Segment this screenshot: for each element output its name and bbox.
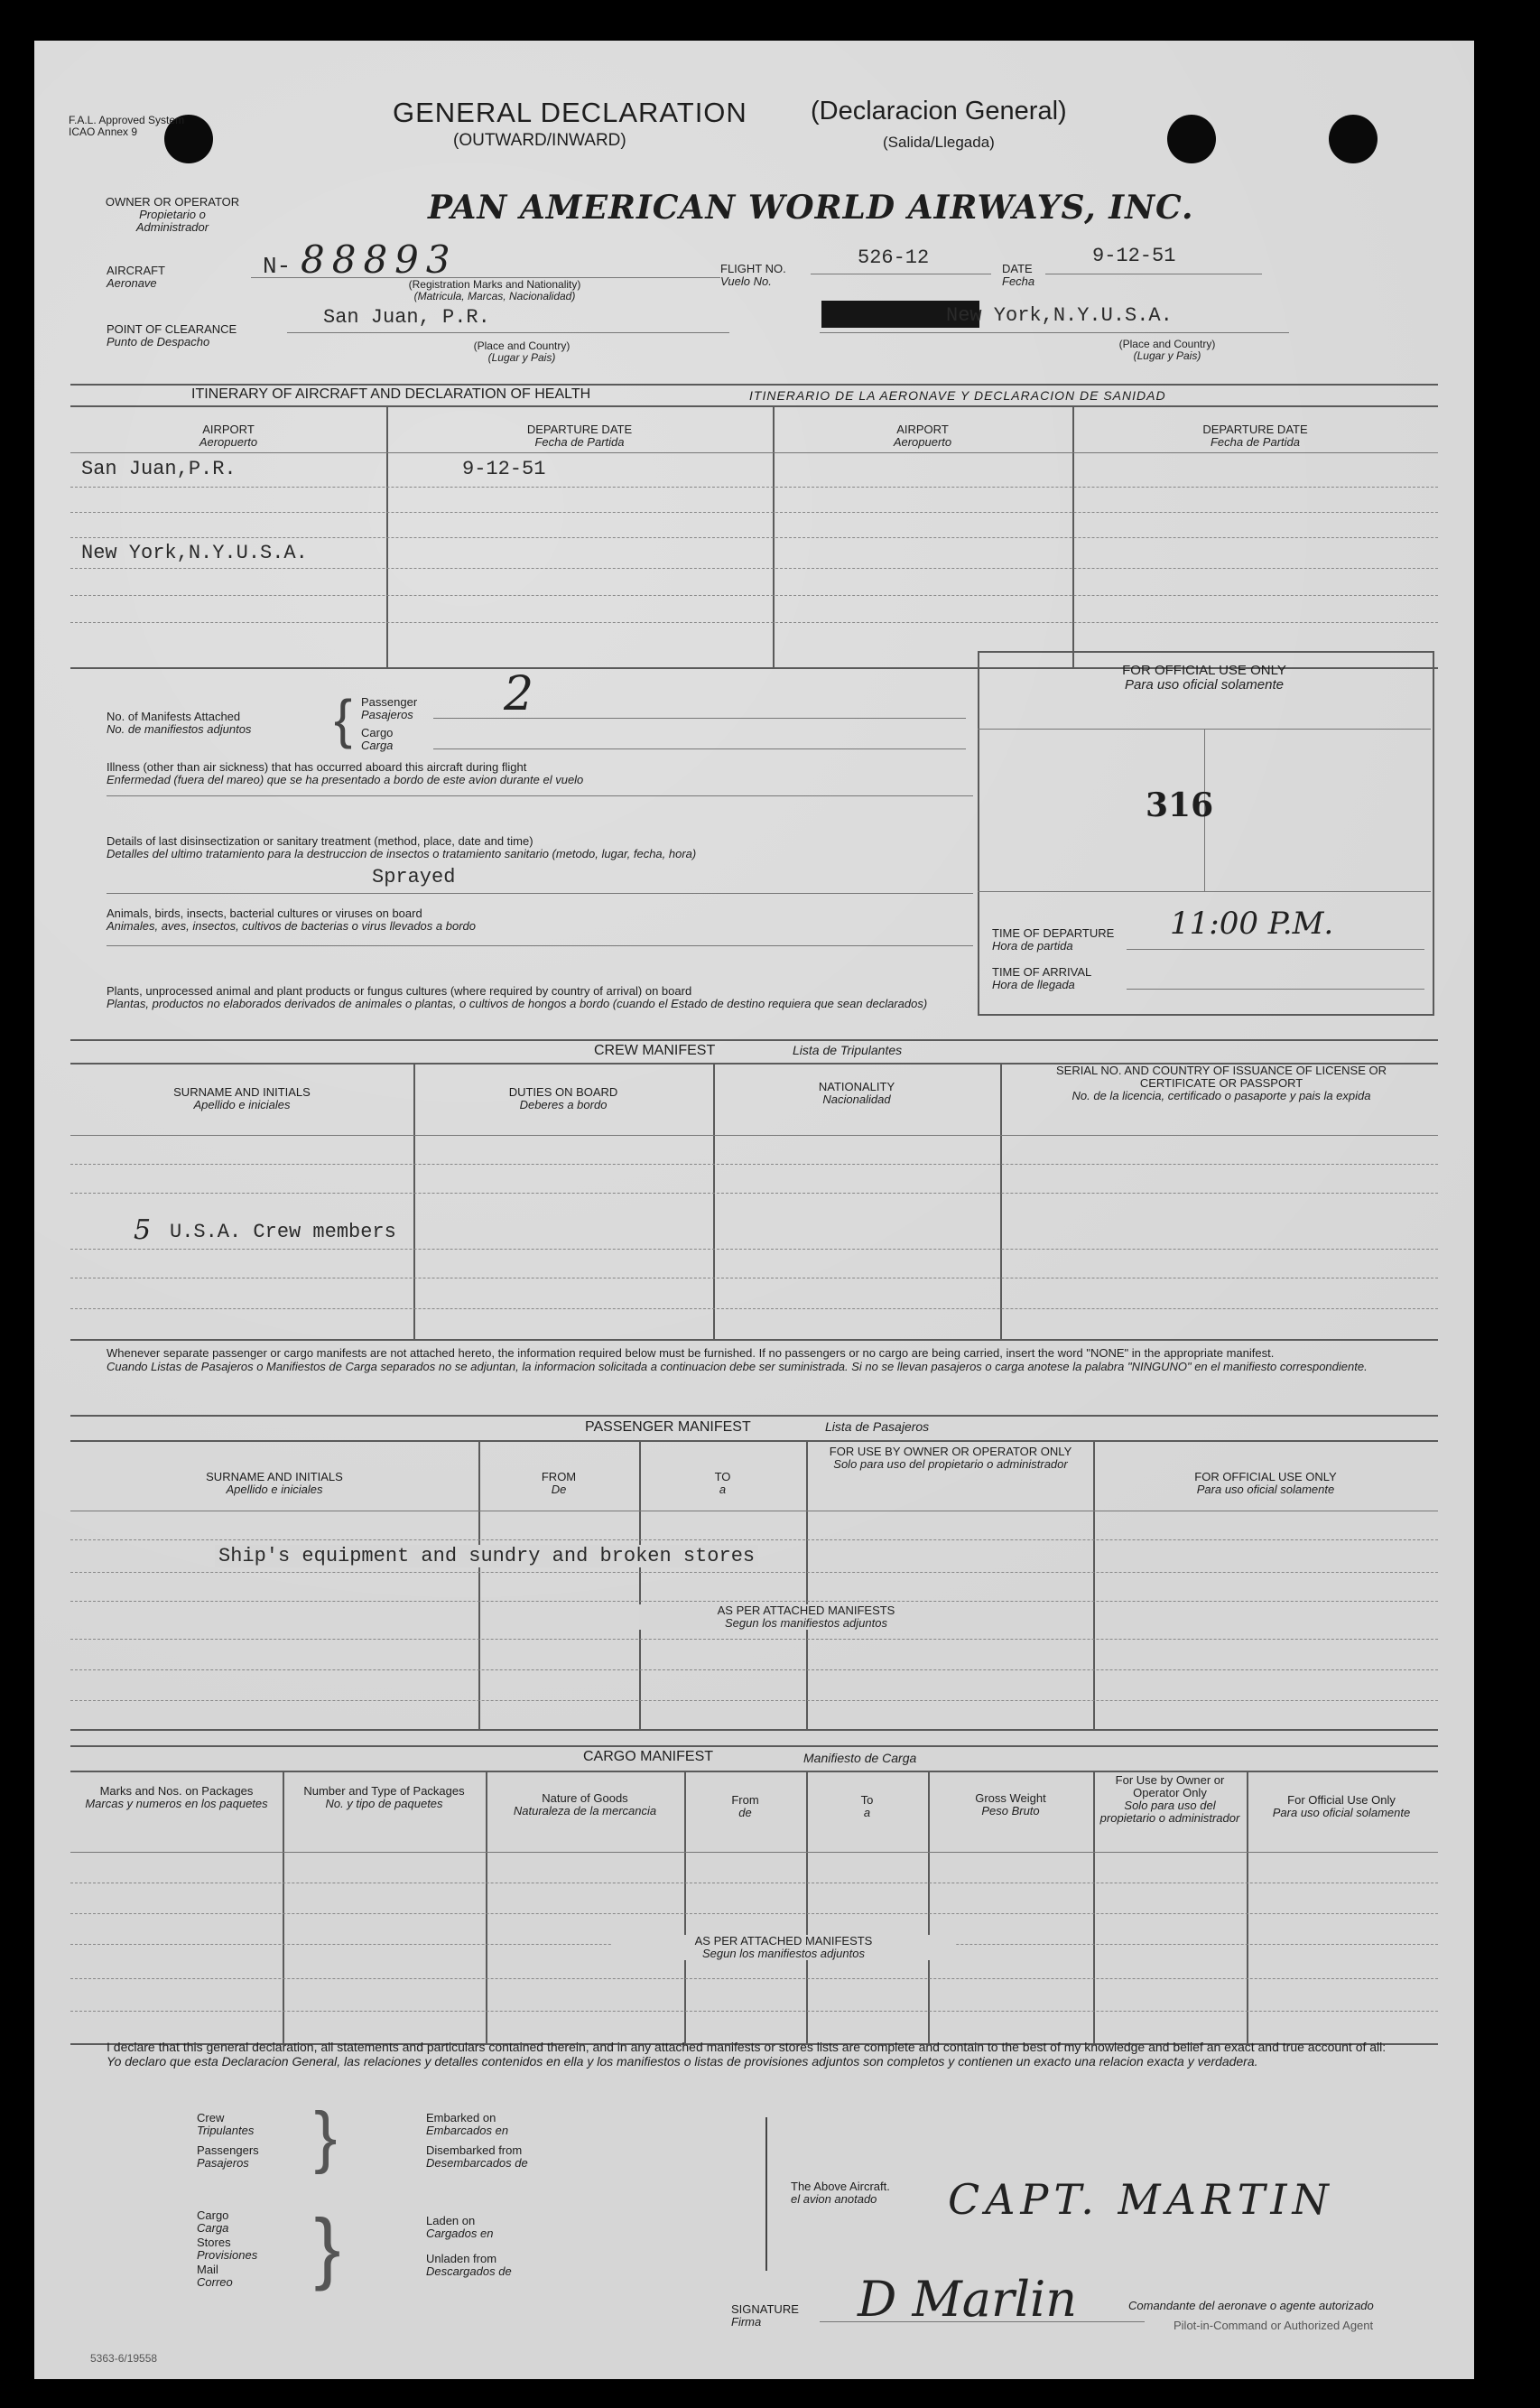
cargo-col-number: Number and Type of Packages No. y tipo de paquetes bbox=[303, 1784, 465, 1810]
cargo-attached: AS PER ATTACHED MANIFESTS Segun los manifiestos adjuntos bbox=[612, 1935, 955, 1960]
punch-hole bbox=[1167, 115, 1216, 163]
itin-col-airport: AIRPORT Aeropuerto bbox=[199, 423, 258, 449]
footer-laden: Laden on Cargados en bbox=[426, 2214, 494, 2240]
disinsect-value: Sprayed bbox=[372, 866, 456, 888]
footer-brace-2: } bbox=[314, 2202, 341, 2292]
official-title: FOR OFFICIAL USE ONLY Para uso oficial solamente bbox=[1122, 663, 1286, 693]
form-title: GENERAL DECLARATION bbox=[393, 97, 747, 128]
crew-col-duties: DUTIES ON BOARD Deberes a bordo bbox=[508, 1085, 618, 1111]
footer-mail: Mail Correo bbox=[197, 2263, 233, 2289]
aircraft-prefix: N- bbox=[263, 253, 292, 280]
passenger-title: PASSENGER MANIFEST bbox=[585, 1419, 751, 1435]
declaration-text: I declare that this general declaration, all statements and particulars contained therein, and in any attached manifests or stores lists are complete and contain to the best of my knowledge and belief an exact and true account of all: Yo declaro que esta Declaracion General, las relaciones y detalles contenidos en ella y los manifiestos o listas de provisiones adjuntos son completos y contienen un exacto una relacion exacta y verdadera. bbox=[107, 2040, 1387, 2069]
crew-col-serial: SERIAL NO. AND COUNTRY OF ISSUANCE OF LICENSE OR CERTIFICATE OR PASSPORT No. de la licencia, certificado o pasaporte y pais la expida bbox=[1056, 1064, 1387, 1102]
pass-col-official: FOR OFFICIAL USE ONLY Para uso oficial solamente bbox=[1194, 1470, 1337, 1496]
aircraft-sub: (Registration Marks and Nationality) (Matricula, Marcas, Nacionalidad) bbox=[408, 278, 581, 302]
footer-crew: Crew Tripulantes bbox=[197, 2111, 255, 2137]
owner-label: OWNER OR OPERATOR Propietario o Administrador bbox=[105, 195, 240, 234]
cargo-col-weight: Gross Weight Peso Bruto bbox=[975, 1791, 1046, 1818]
form-direction-es: (Salida/Llegada) bbox=[883, 134, 995, 151]
crew-col-nationality: NATIONALITY Nacionalidad bbox=[818, 1080, 895, 1106]
official-number: 316 bbox=[1146, 786, 1214, 824]
owner-value: PAN AMERICAN WORLD AIRWAYS, INC. bbox=[428, 189, 1194, 227]
cargo-title-es: Manifiesto de Carga bbox=[803, 1751, 917, 1765]
date-label: DATE Fecha bbox=[1002, 262, 1035, 288]
passenger-title-es: Lista de Pasajeros bbox=[825, 1419, 930, 1434]
crew-title-es: Lista de Tripulantes bbox=[793, 1043, 903, 1057]
commander-label: Comandante del aeronave o agente autorizado bbox=[1128, 2299, 1374, 2312]
footer-passengers: Passengers Pasajeros bbox=[197, 2143, 259, 2170]
crew-title: CREW MANIFEST bbox=[594, 1043, 716, 1058]
illness-text: Illness (other than air sickness) that has occurred aboard this aircraft during flight Enfermedad (fuera del mareo) que se ha presentado a bordo de este avion durante el vuelo bbox=[107, 760, 584, 786]
flight-value: 526-12 bbox=[858, 246, 930, 269]
cargo-col-nature: Nature of Goods Naturaleza de la mercancia bbox=[513, 1791, 657, 1818]
notice-text: Whenever separate passenger or cargo manifests are not attached hereto, the information required below must be furnished. If no passengers or no cargo are being carried, insert the word "NONE" in the appropriate manifest. Cuando Listas de Pasajeros o Manifiestos de Carga separados no se adjuntan, la informacion solicitada a continuacion debe ser suministrada. Si no se llevan pasajeros o carga anotese la palabra "NINGUNO" en el manifiesto correspondiente. bbox=[107, 1346, 1368, 1373]
commander-label-en: Pilot-in-Command or Authorized Agent bbox=[1174, 2319, 1374, 2332]
manifest-cargo-label: Cargo Carga bbox=[361, 726, 394, 752]
cargo-col-owner: For Use by Owner or Operator Only Solo para uso del propietario o administrador bbox=[1099, 1773, 1240, 1825]
animals-text: Animals, birds, insects, bacterial cultures or viruses on board Animales, aves, insectos, cultivos de bacterias o virus llevados a bordo bbox=[107, 906, 476, 933]
cargo-col-from: From de bbox=[731, 1793, 759, 1819]
flight-label: FLIGHT NO. Vuelo No. bbox=[720, 262, 786, 288]
itin-row-airport: New York,N.Y.U.S.A. bbox=[81, 542, 308, 564]
itin-col-departure: DEPARTURE DATE Fecha de Partida bbox=[526, 423, 633, 449]
footer-cargo: Cargo Carga bbox=[197, 2208, 229, 2235]
departure-time-value: 11:00 P.M. bbox=[1170, 906, 1334, 942]
manifests-brace: { bbox=[334, 689, 353, 749]
destination-sub: (Place and Country) (Lugar y Pais) bbox=[1118, 338, 1216, 362]
above-aircraft: The Above Aircraft. el avion anotado bbox=[791, 2180, 890, 2206]
itin-col-airport-2: AIRPORT Aeropuerto bbox=[893, 423, 952, 449]
departure-time-label: TIME OF DEPARTURE Hora de partida bbox=[992, 926, 1115, 953]
passenger-attached: AS PER ATTACHED MANIFESTS Segun los manifiestos adjuntos bbox=[639, 1604, 973, 1630]
manifests-value: 2 bbox=[504, 667, 534, 721]
punch-hole bbox=[1329, 115, 1378, 163]
pass-col-owner: FOR USE BY OWNER OR OPERATOR ONLY Solo para uso del propietario o administrador bbox=[829, 1445, 1072, 1471]
footer-embarked: Embarked on Embarcados en bbox=[426, 2111, 509, 2137]
passenger-entry: Ship's equipment and sundry and broken stores bbox=[215, 1545, 758, 1567]
crew-count: 5 bbox=[134, 1214, 152, 1246]
disinsect-text: Details of last disinsectization or sanitary treatment (method, place, date and time) Detalles del ultimo tratamiento para la destruccion de insectos o tratamiento sanitario (metodo, lugar, fecha, hora) bbox=[107, 834, 697, 860]
manifests-label: No. of Manifests Attached No. de manifiestos adjuntos bbox=[107, 710, 252, 736]
date-value: 9-12-51 bbox=[1092, 245, 1176, 267]
pass-col-surname: SURNAME AND INITIALS Apellido e iniciales bbox=[206, 1470, 343, 1496]
itinerary-title-es: ITINERARIO DE LA AERONAVE Y DECLARACION DE SANIDAD bbox=[749, 388, 1166, 403]
clearance-label: POINT OF CLEARANCE Punto de Despacho bbox=[107, 322, 237, 349]
pass-col-to: TO a bbox=[714, 1470, 731, 1496]
declaration-form bbox=[34, 41, 1474, 2379]
cargo-col-to: To a bbox=[860, 1793, 874, 1819]
itin-row-date: 9-12-51 bbox=[462, 458, 546, 480]
cargo-title: CARGO MANIFEST bbox=[583, 1749, 714, 1764]
crew-entry: U.S.A. Crew members bbox=[170, 1221, 396, 1243]
footer-stores: Stores Provisiones bbox=[197, 2236, 258, 2262]
form-direction: (OUTWARD/INWARD) bbox=[453, 131, 626, 150]
itin-row-airport: San Juan,P.R. bbox=[81, 458, 237, 480]
destination-value: New York,N.Y.U.S.A. bbox=[946, 304, 1173, 327]
clearance-sub: (Place and Country) (Lugar y Pais) bbox=[473, 339, 571, 364]
approval-note: F.A.L. Approved System ICAO Annex 9 bbox=[69, 114, 185, 138]
manifest-passenger-label: Passenger Pasajeros bbox=[361, 695, 418, 721]
aircraft-value: 88893 bbox=[301, 237, 458, 282]
footer-brace: } bbox=[314, 2098, 338, 2175]
clearance-value: San Juan, P.R. bbox=[323, 306, 490, 329]
cargo-col-marks: Marks and Nos. on Packages Marcas y numeros en los paquetes bbox=[85, 1784, 268, 1810]
footer-disembarked: Disembarked from Desembarcados de bbox=[426, 2143, 528, 2170]
form-title-es: (Declaracion General) bbox=[811, 97, 1067, 126]
cargo-col-official: For Official Use Only Para uso oficial solamente bbox=[1272, 1793, 1411, 1819]
itinerary-title: ITINERARY OF AIRCRAFT AND DECLARATION OF HEALTH bbox=[191, 386, 591, 402]
form-number: 5363-6/19558 bbox=[90, 2352, 158, 2365]
plants-text: Plants, unprocessed animal and plant products or fungus cultures (where required by country of arrival) on board Plantas, productos no elaborados derivados de animales o plantas, o cultivos de hongos a bordo (cuando el Estado de destino requiera que sean declarados) bbox=[107, 984, 928, 1010]
itin-col-departure-2: DEPARTURE DATE Fecha de Partida bbox=[1202, 423, 1308, 449]
signature-label: SIGNATURE Firma bbox=[731, 2302, 799, 2329]
pass-col-from: FROM De bbox=[541, 1470, 577, 1496]
footer-unladen: Unladen from Descargados de bbox=[426, 2252, 512, 2278]
captain-name: CAPT. MARTIN bbox=[948, 2175, 1334, 2224]
crew-col-surname: SURNAME AND INITIALS Apellido e iniciales bbox=[173, 1085, 311, 1111]
arrival-time-label: TIME OF ARRIVAL Hora de llegada bbox=[992, 965, 1092, 991]
official-use-box bbox=[978, 651, 1434, 1016]
signature: D Marlin bbox=[858, 2271, 1078, 2328]
aircraft-label: AIRCRAFT Aeronave bbox=[107, 264, 165, 290]
